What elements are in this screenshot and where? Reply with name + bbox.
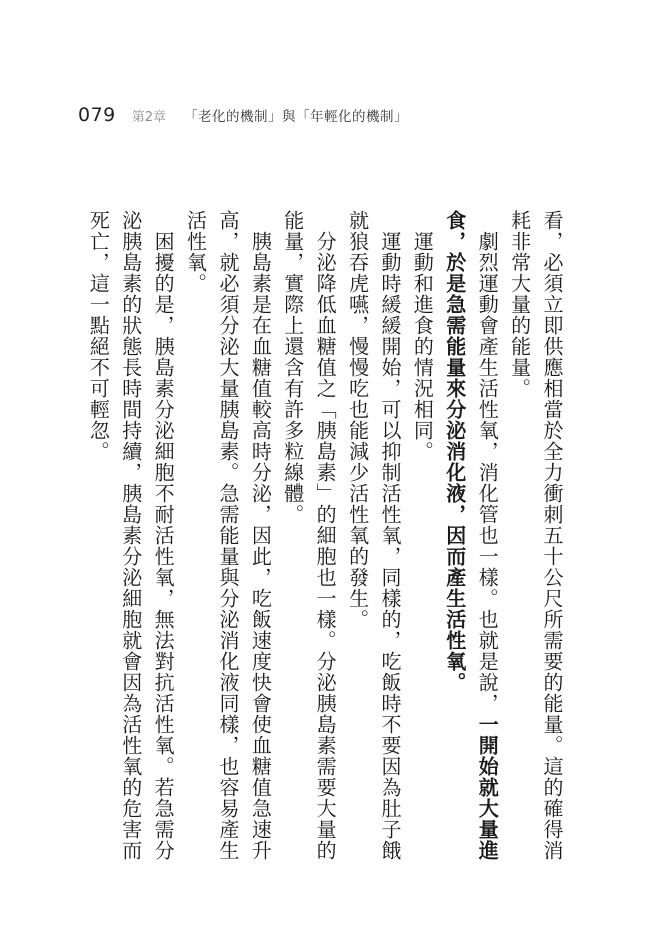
- paragraph-text: 運動和進食的情況相同。: [410, 231, 435, 462]
- paragraph-text: 困擾的是，胰島素分泌細胞不耐活性氧，無法對抗活性氧。若急需分泌胰島素的狀態長時間持續，胰島素分泌細胞就會因為活性氧的危害而死亡，這一點絕不可輕忽。: [86, 210, 176, 861]
- page-number: 079: [78, 104, 116, 126]
- emphasized-text: 一開始就大量進食，於是急需能量來分泌消化液，因而產生活性氧。: [442, 210, 500, 861]
- paragraph: [276, 210, 341, 862]
- running-header: [78, 104, 408, 126]
- paragraph-text: 胰島素是在血糖值較高時分泌，因此，吃飯速度快會使血糖值急速升高，就必須分泌大量胰島素。急需能量與分泌消化液同樣，也容易產生活性氧。: [183, 210, 273, 861]
- paragraph-text: 運動時緩緩開始，可以抑制活性氧，同樣的，吃飯時不要因為肚子餓就狼吞虎嚥，慢慢吃也能減少活性氧的發生。: [345, 210, 402, 861]
- paragraph: [82, 210, 179, 862]
- paragraph-text: 看，必須立即供應相當於全力衝刺五十公尺所需要的能量。這的確得消耗非常大量的能量。: [507, 210, 564, 861]
- paragraph: [179, 210, 276, 862]
- paragraph: [503, 210, 568, 862]
- paragraph: [438, 210, 503, 862]
- paragraph: [406, 210, 438, 862]
- paragraph-text: 分泌降低血糖值之「胰島素」的細胞也一樣。分泌胰島素需要大量的能量，實際上還含有許多粒線體。: [280, 210, 338, 861]
- chapter-title: 「老化的機制」與「年輕化的機制」: [184, 109, 409, 125]
- paragraph: [341, 210, 406, 862]
- paragraph-text: 劇烈運動會產生活性氧，消化管也一樣。也就是說，: [475, 231, 500, 714]
- chapter-label: 第2章: [131, 110, 167, 125]
- body-text: [80, 210, 568, 862]
